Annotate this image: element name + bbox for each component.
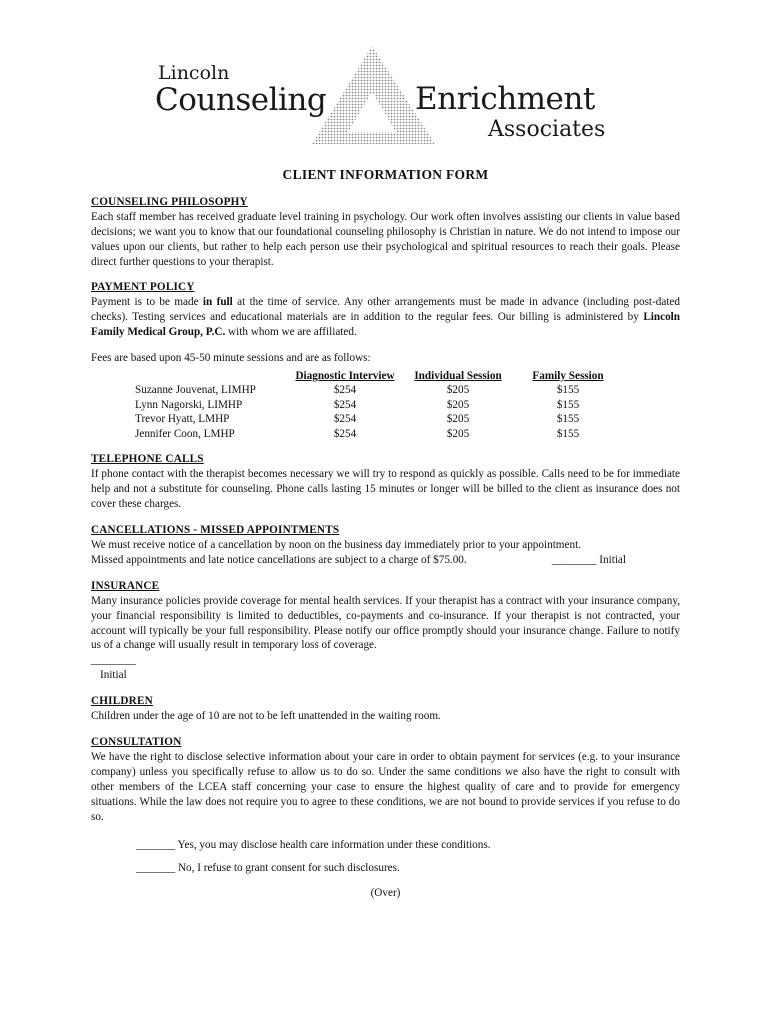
- form-title: CLIENT INFORMATION FORM: [282, 167, 489, 182]
- payment-text-c: with whom we are affiliated.: [225, 326, 357, 339]
- fee-family: $155: [556, 398, 580, 411]
- section-children: [91, 694, 680, 724]
- payment-bold-in-full: in full: [202, 296, 233, 309]
- fees-header-family: Family Session: [532, 369, 604, 382]
- logo-enrichment: Enrichment: [415, 81, 595, 117]
- philosophy-heading: COUNSELING PHILOSOPHY: [91, 195, 248, 208]
- fee-diagnostic: $254: [333, 384, 357, 397]
- payment-text: [91, 295, 680, 340]
- consultation-heading: CONSULTATION: [91, 735, 182, 748]
- therapist-name: Suzanne Jouvenat, LIMHP: [135, 384, 256, 397]
- fee-individual: $205: [446, 384, 470, 397]
- children-heading: CHILDREN: [91, 695, 153, 708]
- insurance-initial-label: Initial: [100, 669, 127, 682]
- consent-yes-option[interactable]: _______ Yes, you may disclose health care information under these conditions.: [136, 839, 491, 852]
- payment-bold-group: Lincoln Family Medical Group, P.C.: [91, 311, 680, 339]
- fee-diagnostic: $254: [333, 398, 357, 411]
- cancellations-initial-field[interactable]: ________ Initial: [551, 553, 626, 566]
- therapist-name: Lynn Nagorski, LIMHP: [135, 398, 243, 411]
- section-cancellations: [91, 523, 680, 568]
- fee-individual: $205: [446, 398, 470, 411]
- table-row: [135, 398, 621, 413]
- therapist-name: Trevor Hyatt, LMHP: [135, 413, 230, 426]
- cancellations-heading: CANCELLATIONS - MISSED APPOINTMENTS: [91, 524, 340, 537]
- fee-family: $155: [556, 413, 580, 426]
- children-text: Children under the age of 10 are not to be left unattended in the waiting room.: [91, 710, 441, 723]
- section-insurance: [91, 579, 680, 683]
- fees-header-diagnostic: Diagnostic Interview: [295, 369, 395, 382]
- section-telephone: [91, 452, 680, 512]
- logo-counseling: Counseling: [155, 82, 327, 118]
- insurance-heading: INSURANCE: [91, 579, 160, 592]
- fees-intro: Fees are based upon 45-50 minute sessions and are as follows:: [91, 352, 371, 365]
- fees-table: [135, 369, 621, 442]
- payment-text-a: Payment is to be made: [91, 296, 203, 309]
- fees-header-blank: [135, 369, 289, 384]
- therapist-name: Jennifer Coon, LMHP: [135, 427, 235, 440]
- cancellations-line2-row: [91, 553, 680, 568]
- fee-family: $155: [556, 427, 580, 440]
- fee-individual: $205: [446, 427, 470, 440]
- consent-no-option[interactable]: _______ No, I refuse to grant consent for such disclosures.: [136, 862, 400, 875]
- fee-diagnostic: $254: [333, 427, 357, 440]
- form-body: [91, 168, 680, 901]
- insurance-initial-blank[interactable]: ________: [91, 654, 136, 667]
- section-fees: [91, 351, 680, 441]
- section-payment: [91, 280, 680, 340]
- table-row: [135, 427, 621, 442]
- fees-header-row: [135, 369, 621, 384]
- table-row: [135, 412, 621, 427]
- payment-text-b: at the time of service. Any other arrangements must be made in advance (including post-dated checks). Testing services and educational materials are in addition to the regular fees. Our billing is administered by: [91, 296, 680, 324]
- fee-family: $155: [556, 384, 580, 397]
- fee-diagnostic: $254: [333, 413, 357, 426]
- page-footer-over: (Over): [370, 887, 401, 900]
- telephone-text: If phone contact with the therapist becomes necessary we will try to respond as quickly as possible. Calls need to be for immediate help and not a substitute for counseling. Phone calls lasting 15 minutes or longer will be billed to the client as insurance does not cover these charges.: [91, 468, 680, 511]
- fee-individual: $205: [446, 413, 470, 426]
- consultation-text: We have the right to disclose selective information about your care in order to obtain payment for services (e.g. to your insurance company) unless you specifically refuse to allow us to do so. Under the same conditions we also have the right to consult with other members of the LCEA staff concerning your case to ensure the highest quality of care and to provide for emergency situations. While the law does not require you to agree to these conditions, we are not bound to provide services if you refuse to do so.: [91, 750, 680, 823]
- table-row: [135, 383, 621, 398]
- cancellations-line2: Missed appointments and late notice cancellations are subject to a charge of $75.00.: [91, 553, 467, 566]
- logo-lincoln: Lincoln: [158, 62, 230, 84]
- section-consultation: [91, 735, 680, 876]
- fees-header-individual: Individual Session: [414, 369, 502, 382]
- section-philosophy: [91, 195, 680, 270]
- insurance-text: Many insurance policies provide coverage for mental health services. If your therapist has a contract with your insurance company, your financial responsibility is limited to deductibles, co-payments and co-insurance. If your therapist is not contracted, your account will typically be your full responsibility. Please notify our office promptly should your insurance change. Failure to notify us of a change will usually result in temporary loss of coverage.: [91, 594, 680, 652]
- company-logo: [150, 40, 620, 150]
- logo-associates: Associates: [488, 117, 606, 142]
- telephone-heading: TELEPHONE CALLS: [91, 453, 204, 466]
- cancellations-line1: We must receive notice of a cancellation by noon on the business day immediately prior to your appointment.: [91, 539, 581, 551]
- payment-heading: PAYMENT POLICY: [91, 281, 195, 294]
- philosophy-text: Each staff member has received graduate level training in psychology. Our work often involves assisting our clients in value based decisions; we want you to know that our foundational counseling philosophy is Christian in nature. We do not intend to impose our values upon our clients, but rather to help each person use their psychological and spiritual resources to reach their goals. Please direct further questions to your therapist.: [91, 210, 680, 268]
